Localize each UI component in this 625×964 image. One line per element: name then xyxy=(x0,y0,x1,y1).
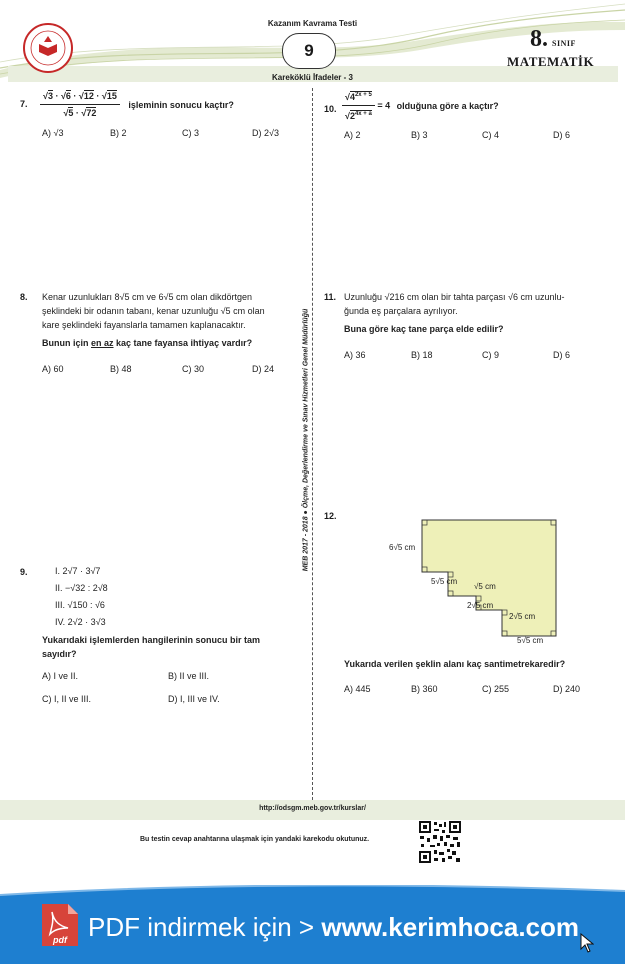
column-divider xyxy=(312,88,313,800)
q12-option-d[interactable]: D) 240 xyxy=(553,684,581,694)
q8-option-a[interactable]: A) 60 xyxy=(42,364,64,374)
q12-option-b[interactable]: B) 360 xyxy=(411,684,438,694)
q12-label-step2-height: 2√5 cm xyxy=(509,612,536,621)
test-number: 9 xyxy=(282,33,336,69)
pdf-icon-label: pdf xyxy=(53,935,67,945)
subject-title: MATEMATİK xyxy=(507,54,595,69)
q11-question: Buna göre kaç tane parça elde edilir? xyxy=(344,324,504,334)
grade-word: SINIF xyxy=(552,39,576,48)
q11-option-d[interactable]: D) 6 xyxy=(553,350,571,360)
q12-label-step1-height: √5 cm xyxy=(474,582,496,591)
footer-url[interactable]: http://odsgm.meb.gov.tr/kurslar/ xyxy=(259,805,366,812)
q8-line-3: kare şeklindeki fayanslarla tamamen kaplanacaktır. xyxy=(42,320,246,330)
q9-option-c[interactable]: C) I, II ve III. xyxy=(42,694,92,704)
q8-option-d[interactable]: D) 24 xyxy=(252,364,275,374)
q8-option-b[interactable]: B) 48 xyxy=(110,364,132,374)
q11-option-a[interactable]: A) 36 xyxy=(344,350,366,360)
qr-code-icon[interactable] xyxy=(418,820,462,864)
q9-option-d[interactable]: D) I, III ve IV. xyxy=(168,694,220,704)
q12-option-a[interactable]: A) 445 xyxy=(344,684,371,694)
q9-option-a[interactable]: A) I ve II. xyxy=(42,671,79,681)
q12-label-left-height: 6√5 cm xyxy=(389,543,416,552)
q8-option-c[interactable]: C) 30 xyxy=(182,364,205,374)
q9-item-3: III. √150 : √6 xyxy=(55,600,105,610)
q7-option-a[interactable]: A) √3 xyxy=(42,128,64,138)
meb-logo xyxy=(22,22,74,74)
q10-number: 10. xyxy=(324,104,337,114)
q12-label-step1-width: 5√5 cm xyxy=(431,577,458,586)
q11-text xyxy=(344,290,609,336)
q7-option-b[interactable]: B) 2 xyxy=(110,128,127,138)
q9-item-1: I. 2√7 · 3√7 xyxy=(55,566,101,576)
q7-fraction: $\frac{√3 \cdot √6 \cdot √12 \cdot √15}{√5 \cdot √72}$ xyxy=(40,89,120,120)
q11-line-1: Uzunluğu √216 cm olan bir tahta parçası √6 cm uzunlu- xyxy=(344,292,565,302)
q8-number: 8. xyxy=(20,292,28,302)
q7-expression xyxy=(40,89,234,120)
pdf-icon[interactable] xyxy=(40,902,80,948)
q8-line-1: Kenar uzunlukları 8√5 cm ve 6√5 cm olan dikdörtgen xyxy=(42,292,252,302)
cursor-pointer-icon xyxy=(580,933,594,953)
q7-question: işleminin sonucu kaçtır? xyxy=(128,99,234,110)
banner-text[interactable] xyxy=(88,912,579,943)
q7-number: 7. xyxy=(20,99,28,109)
q9-number: 9. xyxy=(20,567,28,577)
q12-question: Yukarıda verilen şeklin alanı kaç santimetrekaredir? xyxy=(344,659,566,669)
q10-fraction: $\frac{√4^{2x + 5}}{√2^{4x + a}}$ xyxy=(342,88,375,123)
q12-label-step2-width: 2√5 cm xyxy=(467,601,494,610)
q7-option-d[interactable]: D) 2√3 xyxy=(252,128,279,138)
q10-question: olduğuna göre a kaçtır? xyxy=(396,100,499,111)
banner-site[interactable]: www.kerimhoca.com xyxy=(321,912,580,942)
q10-option-d[interactable]: D) 6 xyxy=(553,130,571,140)
qr-note: Bu testin cevap anahtarına ulaşmak için yandaki karekodu okutunuz. xyxy=(140,836,370,843)
q9-item-2: II. −√32 : 2√8 xyxy=(55,583,108,593)
q12-option-c[interactable]: C) 255 xyxy=(482,684,510,694)
q10-option-a[interactable]: A) 2 xyxy=(344,130,361,140)
test-name: Kazanım Kavrama Testi xyxy=(267,19,358,28)
topic-title: Kareköklü İfadeler - 3 xyxy=(272,73,353,82)
q12-number: 12. xyxy=(324,511,337,521)
q10-option-b[interactable]: B) 3 xyxy=(411,130,428,140)
q9-question: Yukarıdaki işlemlerden hangilerinin sonucu bir tam sayıdır? xyxy=(42,635,261,659)
q8-line-2: şeklindeki bir odanın tabanı, kenar uzunluğu √5 cm olan xyxy=(42,306,265,316)
grade-label xyxy=(530,26,576,53)
q8-question: Bunun için en az kaç tane fayansa ihtiyaç vardır? xyxy=(42,338,253,348)
q11-option-b[interactable]: B) 18 xyxy=(411,350,433,360)
q10-expression: $\frac{√4^{2x + 5}}{√2^{4x + a}}$ = 4 olduğuna göre a kaçtır? xyxy=(342,88,499,123)
grade-number: 8. xyxy=(530,26,548,52)
q11-number: 11. xyxy=(324,292,337,302)
q7-option-c[interactable]: C) 3 xyxy=(182,128,200,138)
q12-label-bottom-width: 5√5 cm xyxy=(517,636,544,645)
banner-lead: PDF indirmek için > xyxy=(88,912,322,942)
q11-option-c[interactable]: C) 9 xyxy=(482,350,500,360)
q10-option-c[interactable]: C) 4 xyxy=(482,130,500,140)
q9-item-4: IV. 2√2 · 3√3 xyxy=(55,617,106,627)
q11-line-2: ğunda eş parçalara ayrılıyor. xyxy=(344,306,458,316)
q8-text xyxy=(42,290,302,350)
q9-items xyxy=(55,563,108,631)
q9-option-b[interactable]: B) II ve III. xyxy=(168,671,210,681)
